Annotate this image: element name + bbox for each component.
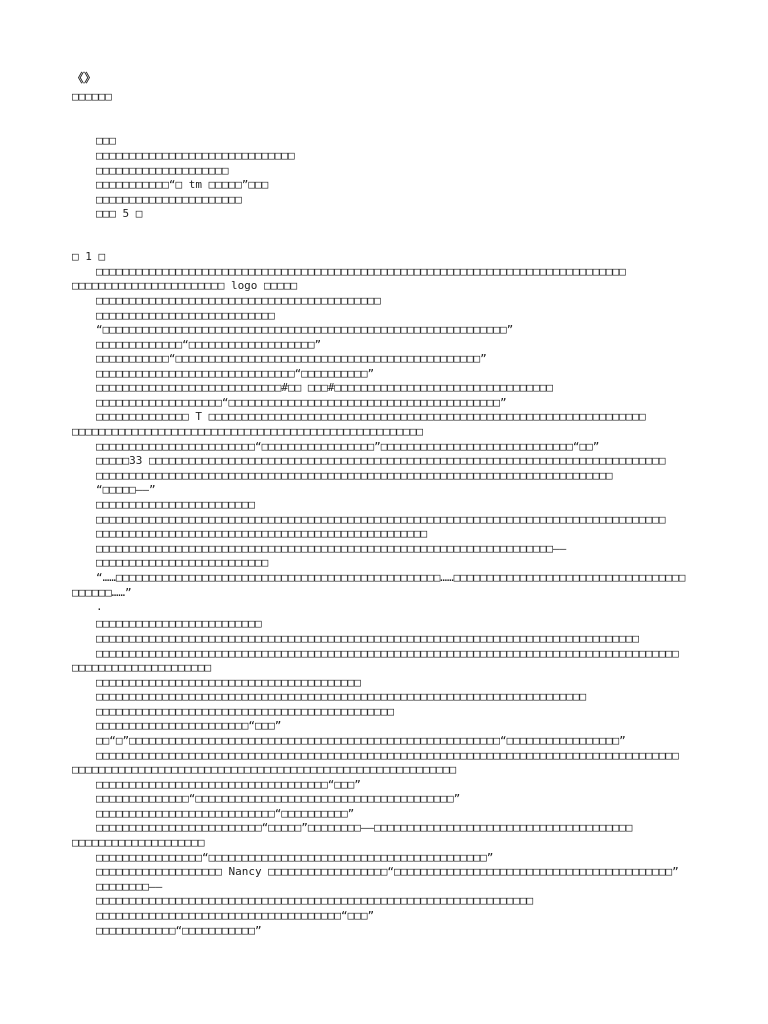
paragraph-line: □□□□□□□□□□□□□□□□□□□□□□□□□□□□□□□□□□□□□□□□□□□□□□□□□□□□□□□□□□□□□□□□□□□□□□□□□□□□□□□□□□□□□□□□ (96, 647, 679, 660)
document-subtitle: □□□□□□ (72, 90, 112, 103)
chapter-heading: □ 1 □ (72, 250, 106, 263)
paragraph-line: □□□□□□□□□□□□□□□□□□□□□□□□□□□□□□□□□□□□□□□□ (96, 676, 361, 689)
paragraph-line: “□□□□□——” (96, 483, 156, 496)
paragraph-line: □□□□□□□□□□□□□□□□□□□□□□□□□□□“□□□□□□□□□□” (96, 807, 355, 820)
paragraph-line: □□□□□□□□□□□□□□□□□□□□□□□□□□□□□□□□□□□□□□□□□□□□□□□□□□□□□□□□□□□□□□□□□□□□□□□□□□□□□□□□□□□□□□□□ (96, 749, 679, 762)
paragraph-line: □□□□□□□□□□□□□□□□□□□□□□□□□□□□□□□□□□□□□□□□□□□□□□□□□□□□□□□□□□□□□□□□□□□□□□□□□□□□□□□□□□ (96, 632, 640, 645)
paragraph-line: □□□□□□□□□□□□□□□□□□□□□□□□□□ (96, 556, 269, 569)
paragraph-line: □□□□□□□□□□□“□□□□□□□□□□□□□□□□□□□□□□□□□□□□□□□□□□□□□□□□□□□□□□” (96, 352, 487, 365)
paragraph-line: □□□□□□□□□□□□□□□□□□□□□□□□□ (96, 617, 262, 630)
front-line: □□□□□□□□□□□□□□□□□□□□□□ (96, 193, 242, 206)
front-line: □□□□□□□□□□□“□ tm □□□□□”□□□ (96, 178, 269, 191)
paragraph-line: □□□□□□□□□□□□□□□□□□□□□□□□□□□□□□□□□□□□□□□□□□□□□□□□□□□□□□□□□□□□□□□□□□ (96, 894, 534, 907)
paragraph-line: □□□□□□□□□□□□□□□□□□□ Nancy □□□□□□□□□□□□□□□□□□“□□□□□□□□□□□□□□□□□□□□□□□□□□□□□□□□□□□□□□□□□□” (96, 865, 679, 878)
paragraph-line: □□□□□□□□□□□□□□□□□□□□□□□□□□□□□□“□□□□□□□□□□” (96, 367, 375, 380)
paragraph-line: □□□□□□□□□□□□□□□□□□□□□□□□□□□□□□□□□□□□□“□□□” (96, 909, 375, 922)
paragraph-line: □□□□□□□□□□□□□□□□□□□□□□□□□□□□□□□□□□□□□□□□□□□□□□□□□□□□□□□□□□□□□□□□□□□□□—— (96, 542, 567, 555)
paragraph-line: □□□□□□□□□□□□□“□□□□□□□□□□□□□□□□□□□” (96, 338, 322, 351)
paragraph-line: □□“□”□□□□□□□□□□□□□□□□□□□□□□□□□□□□□□□□□□□□□□□□□□□□□□□□□□□□□□□□“□□□□□□□□□□□□□□□□□” (96, 734, 626, 747)
paragraph-line: □□□□□□□□□□□□□□□□□□□□□□□□□□□□□□□□□□□□□□□□□□□□□□□□□□ (96, 527, 428, 540)
paragraph-line: □□□□□□□□□□□□□□“□□□□□□□□□□□□□□□□□□□□□□□□□□□□□□□□□□□□□□□” (96, 792, 461, 805)
paragraph-line: □□□□□□□□□□□□□□□□□□□□□□□ logo □□□□□ (72, 279, 298, 292)
paragraph-line: □□□□□□□□□□□□□□□□□□□□□□□□□□□□□□□□□□□□□□□□□□□□□□□□□□□□□□□□□□□□□□□□□□□□□□□□□□□□□□□□ (96, 265, 626, 278)
paragraph-line: □□□□□□□□□□□□□□□□“□□□□□□□□□□□□□□□□□□□□□□□□□□□□□□□□□□□□□□□□□□” (96, 851, 494, 864)
paragraph-line: □□□□□□□□□□□□□□□□□□□□ (72, 836, 205, 849)
document-title: 《》 (72, 71, 97, 85)
paragraph-line: “□□□□□□□□□□□□□□□□□□□□□□□□□□□□□□□□□□□□□□□□□□□□□□□□□□□□□□□□□□□□□” (96, 323, 514, 336)
paragraph-line: □□□□□□□□□□□□□□□□□□□□□□□□□□□□□□□□□□□□□□□□□□□□□□□□□□□□□□□□□□□□□□□□□□□□□□□□□□□□□□ (96, 469, 613, 482)
paragraph-line: “……□□□□□□□□□□□□□□□□□□□□□□□□□□□□□□□□□□□□□□□□□□□□□□□□□……□□□□□□□□□□□□□□□□□□□□□□□□□□□□□□□□□□□ (96, 571, 686, 584)
front-line: □□□□□□□□□□□□□□□□□□□□ (96, 164, 229, 177)
paragraph-line: □□□□□□□□□□□□□□□□□□□□□□□□□□□□□□□□□□□□□□□□□□□□□□□□□□□□□□□□□□□□□□□□□□□□□□□□□□ (96, 690, 587, 703)
paragraph-line: . (96, 600, 103, 613)
front-line: □□□□□□□□□□□□□□□□□□□□□□□□□□□□□□ (96, 149, 295, 162)
front-line: □□□ (96, 134, 116, 147)
paragraph-line: □□□□□□□□—— (96, 880, 163, 893)
paragraph-line: □□□□□□□□□□□□□□□□□□□□□□□□□□□□□□□□□□□□□□□□□□□□□ (96, 705, 395, 718)
paragraph-line: □□□□□□□□□□□□□□□□□□□□□□□□□□□ (96, 309, 275, 322)
paragraph-line: □□□□□□□□□□□□□□□□□□□□□□□“□□□” (96, 719, 282, 732)
paragraph-line: □□□□□□□□□□□□□□□□□□□□□□□□□“□□□□□”□□□□□□□□——□□□□□□□□□□□□□□□□□□□□□□□□□□□□□□□□□□□□□□□ (96, 821, 633, 834)
paragraph-line: □□□□□□□□□□□□□□ T □□□□□□□□□□□□□□□□□□□□□□□□□□□□□□□□□□□□□□□□□□□□□□□□□□□□□□□□□□□□□□□□□□ (96, 410, 646, 423)
paragraph-line: □□□□□□□□□□□□“□□□□□□□□□□□” (96, 924, 262, 937)
paragraph-line: □□□□□□□□□□□□□□□□□□□□□□□□□□□□□□□□□□□□□□□□□□□ (96, 294, 381, 307)
paragraph-line: □□□□□□……” (72, 586, 132, 599)
paragraph-line: □□□□□□□□□□□□□□□□□□□□□□□□ (96, 498, 255, 511)
paragraph-line: □□□□□□□□□□□□□□□□□□□□□□□□□□□□□□□□□□□□□□□□□□□□□□□□□□□□□□□□□□ (72, 763, 457, 776)
paragraph-line: □□□□□33 □□□□□□□□□□□□□□□□□□□□□□□□□□□□□□□□□□□□□□□□□□□□□□□□□□□□□□□□□□□□□□□□□□□□□□□□□□□□□□ (96, 454, 666, 467)
paragraph-line: □□□□□□□□□□□□□□□□□□□“□□□□□□□□□□□□□□□□□□□□□□□□□□□□□□□□□□□□□□□□□” (96, 396, 507, 409)
front-line: □□□ 5 □ (96, 207, 143, 220)
paragraph-line: □□□□□□□□□□□□□□□□□□□□□ (72, 661, 212, 674)
paragraph-line: □□□□□□□□□□□□□□□□□□□□□□□□□□□□□□□□□□□□□□□□□□□□□□□□□□□□□ (72, 425, 423, 438)
paragraph-line: □□□□□□□□□□□□□□□□□□□□□□□□□□□□□□□□□□□“□□□” (96, 778, 361, 791)
paragraph-line: □□□□□□□□□□□□□□□□□□□□□□□□“□□□□□□□□□□□□□□□□□”□□□□□□□□□□□□□□□□□□□□□□□□□□□□□“□□” (96, 440, 600, 453)
paragraph-line: □□□□□□□□□□□□□□□□□□□□□□□□□□□□□□□□□□□□□□□□□□□□□□□□□□□□□□□□□□□□□□□□□□□□□□□□□□□□□□□□□□□□□□ (96, 513, 666, 526)
paragraph-line: □□□□□□□□□□□□□□□□□□□□□□□□□□□□#□□ □□□#□□□□□□□□□□□□□□□□□□□□□□□□□□□□□□□□□ (96, 381, 553, 394)
